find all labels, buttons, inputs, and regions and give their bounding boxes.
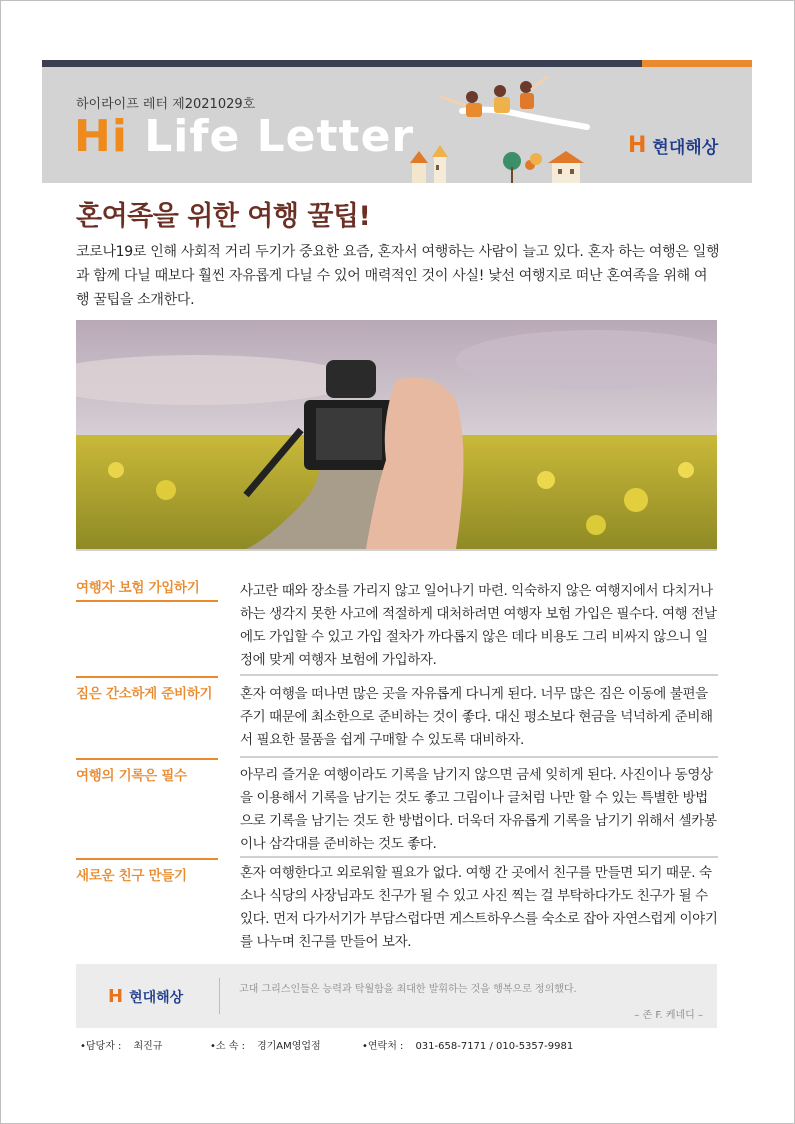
- brand-name: 현대해상: [129, 989, 184, 1006]
- newsletter-logo: [74, 111, 414, 162]
- contact-label: •연락처 :: [362, 1041, 404, 1052]
- camera-in-flower-field-image: [76, 320, 717, 549]
- section-text-records: 아무리 즐거운 여행이라도 기록을 남기지 않으면 금세 잊히게 된다. 사진이나 동영상을 이용해서 기록을 남기는 것도 좋고 그림이나 글처럼 나만 할 수 있는 특별한 방법으로 기록을 남기는 것도 한 방법이다. 더욱더 자유롭게 기록을 남기기 위해서 셀카봉이나 삼각대를 준비하는 것도 좋다.: [240, 767, 717, 852]
- section-label-rule: [76, 758, 218, 760]
- header-top-accent: [642, 60, 752, 67]
- hero-photo-camera-field: [76, 320, 717, 549]
- section-text-packing: 혼자 여행을 떠나면 많은 곳을 자유롭게 다니게 된다. 너무 많은 짐은 이동에 불편을 주기 때문에 최소한으로 준비하는 것이 좋다. 대신 평소보다 현금을 넉넉하게 준비해서 필요한 물품을 쉽게 구매할 수 있도록 대비하자.: [240, 686, 713, 748]
- footer-manager: [80, 1037, 162, 1052]
- logo-hi: Hi: [74, 111, 128, 162]
- section-label-friends: 새로운 친구 만들기: [76, 868, 187, 884]
- footer-contact: [362, 1037, 573, 1052]
- article-title: 혼여족을 위한 여행 꿀팁!: [76, 201, 371, 232]
- hyundai-brand-logo: [628, 133, 718, 158]
- quote-brand-logo: [108, 986, 183, 1007]
- brand-mark-icon: H: [628, 133, 647, 158]
- section-label-rule: [76, 600, 218, 602]
- section-label-rule: [76, 858, 218, 860]
- dept-name: 경기AM영업점: [256, 1041, 321, 1052]
- brand-mark-icon: H: [108, 986, 124, 1007]
- section-divider: [240, 756, 718, 758]
- logo-rest: Life Letter: [127, 111, 415, 162]
- photo-divider: [76, 549, 717, 551]
- section-text-insurance: 사고란 때와 장소를 가리지 않고 일어나기 마련. 익숙하지 않은 여행지에서 다치거나 하는 생각지 못한 사고에 적절하게 대처하려면 여행자 보험 가입은 필수다. 여행 전날에도 가입할 수 있고 가입 절차가 까다롭지 않은 데다 비용도 그리 비싸지 않으니 일정에 맞게 여행자 보험에 가입하자.: [240, 583, 717, 668]
- section-label-rule: [76, 676, 218, 678]
- section-divider: [240, 674, 718, 676]
- section-label-packing: 짐은 간소하게 준비하기: [76, 686, 213, 702]
- quote-author: – 존 F. 케네디 –: [634, 1010, 703, 1021]
- newsletter-header: [42, 67, 752, 183]
- header-top-bar: [42, 60, 642, 67]
- manager-label: •담당자 :: [80, 1041, 122, 1052]
- section-label-records: 여행의 기록은 필수: [76, 768, 187, 784]
- quote-divider: [219, 978, 220, 1014]
- quote-box: [76, 964, 717, 1028]
- footer-dept: [210, 1037, 321, 1052]
- article-intro: 코로나19로 인해 사회적 거리 두기가 중요한 요즘, 혼자서 여행하는 사람이 늘고 있다. 혼자 하는 여행은 일행과 함께 다닐 때보다 훨씬 자유롭게 다닐 수 있어 매력적인 것이 사실! 낯선 여행지로 떠난 혼여족을 위해 여행 꿀팁을 소개한다.: [76, 244, 720, 308]
- quote-text: 고대 그리스인들은 능력과 탁월함을 최대한 발휘하는 것을 행복으로 정의했다.: [239, 984, 577, 995]
- manager-name: 최진규: [133, 1041, 163, 1052]
- brand-name: 현대해상: [652, 138, 719, 158]
- section-divider: [240, 856, 718, 858]
- issue-number: 하이라이프 레터 제2021029호: [76, 97, 256, 112]
- section-text-friends: 혼자 여행한다고 외로워할 필요가 없다. 여행 간 곳에서 친구를 만들면 되기 때문. 숙소나 식당의 사장님과도 친구가 될 수 있고 사진 찍는 걸 부탁하다가도 친구가 될 수 있다. 먼저 다가서기가 부담스럽다면 게스트하우스를 숙소로 잡아 자연스럽게 이야기를 나누며 친구를 만들어 보자.: [240, 865, 718, 950]
- dept-label: •소 속 :: [210, 1041, 245, 1052]
- section-label-insurance: 여행자 보험 가입하기: [76, 580, 200, 596]
- flying-family-illustration: [402, 67, 642, 183]
- contact-number: 031-658-7171 / 010-5357-9981: [415, 1041, 574, 1052]
